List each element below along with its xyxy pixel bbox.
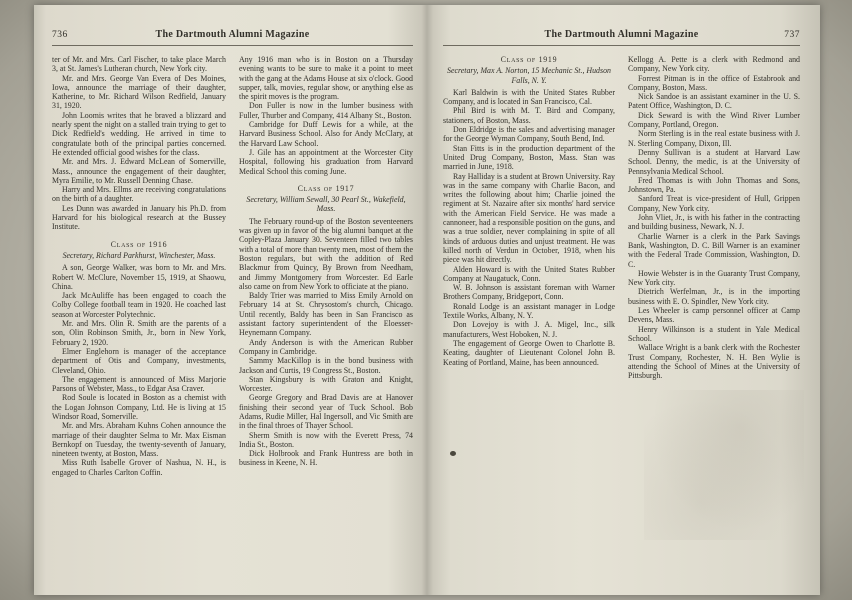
left-page-column-1 (52, 55, 226, 477)
paragraph: Mr. and Mrs. J. Edward McLean of Somerville, Mass., announce the engagement of their daughter, Myra Emilie, to Mr. Russell Denning Chase. (52, 157, 226, 185)
paragraph: Don Eldridge is the sales and advertising manager for the George Wyman Company, South Bend, Ind. (443, 125, 615, 144)
paragraph: Sammy MacKillop is in the bond business with Jackson and Curtis, 19 Congress St., Boston. (239, 356, 413, 375)
secretary-line: Secretary, Richard Parkhurst, Winchester, Mass. (62, 250, 216, 260)
paragraph: Stan Kingsbury is with Graton and Knight, Worcester. (239, 374, 413, 394)
paragraph: Andy Anderson is with the American Rubber Company in Cambridge. (239, 337, 413, 356)
paragraph: The engagement of George Owen to Charlotte B. Keating, daughter of Lieutenant Colonel John B. Keating of Portland, Maine, has been announced. (443, 338, 615, 367)
paragraph: Fred Thomas is with John Thomas and Sons, Johnstown, Pa. (628, 175, 800, 195)
ink-smudge (450, 451, 456, 456)
paragraph: Ray Halliday is a student at Brown University. Ray was in the same company with Charlie Bacon, and writes the following about him; Charlie joined the regiment at St. Nazaire after six months' hard service with the American Field Service. He was made a cannoneer, had a responsible position on the guns, and was a true soldier, never complaining in spite of all kinds of arduous duties and unjust treatment. He was killed north of Verdun in October, 1918, when his piece was hit directly. (443, 171, 615, 265)
paragraph: Mr. and Mrs. George Van Evera of Des Moines, Iowa, announce the marriage of their daughter, Katherine, to Mr. Richard Wilson Redfield, January 31, 1920. (52, 73, 226, 111)
right-page-columns (443, 55, 800, 380)
paragraph: Mr. and Mrs. Abraham Kuhns Cohen announce the marriage of their daughter Selma to Mr. Max Eisman Bernkopf on Tuesday, the twenty-seventh of January, nineteen twenty, at Boston, Mass. (52, 421, 226, 459)
paragraph: Sherm Smith is now with the Everett Press, 74 India St., Boston. (239, 430, 413, 449)
paragraph: Don Fuller is now in the lumber business with Fuller, Thurber and Company, 414 Albany St., Boston. (239, 101, 413, 120)
paragraph: Denny Sullivan is a student at Harvard Law School. Denny, the medic, is at the University of Pennsylvania Medical School. (628, 147, 800, 176)
class-heading: Class of 1916 (110, 239, 168, 249)
paragraph: Les Dunn was awarded in January his Ph.D. from Harvard for his biological research at the Bussey Institute. (52, 203, 226, 232)
paragraph: John Loomis writes that he braved a blizzard and nearly spent the night on a stalled train trying to get to Dick Redfield's wedding. He arrived in time to congratulate both of the principal parties concerned. He extended official good wishes for the class. (52, 110, 226, 157)
secretary-line: Secretary, William Sewall, 30 Pearl St., Wakefield, Mass. (246, 195, 406, 214)
paragraph: Kellogg A. Pette is a clerk with Redmond and Company, New York city. (628, 55, 800, 74)
paragraph: Dietrich Werfelman, Jr., is in the importing business with E. O. Spindler, New York city. (628, 287, 800, 306)
paragraph: J. Gile has an appointment at the Worcester City Hospital, following his graduation from Harvard Medical School this coming June. (239, 147, 413, 176)
paragraph: Howie Webster is in the Guaranty Trust Company, New York city. (628, 268, 800, 288)
page-number-right: 737 (784, 30, 800, 40)
paragraph: Henry Wilkinson is a student in Yale Medical School. (628, 324, 800, 343)
paragraph: Wallace Wright is a bank clerk with the Rochester Trust Company, Rochester, N. H. Ben Wylie is attending the School of Mines at the University of Pittsburgh. (628, 343, 800, 381)
paragraph: Phil Bird is with M. T. Bird and Company, stationers, of Boston, Mass. (443, 106, 615, 125)
class-heading: Class of 1917 (297, 183, 355, 193)
paragraph: Mr. and Mrs. Olin R. Smith are the parents of a son, Olin Robinson Smith, Jr., born in New York, February 2, 1920. (52, 319, 226, 347)
paragraph: The engagement is announced of Miss Marjorie Parsons of Webster, Mass., to Edgar Asa Craver. (52, 374, 226, 394)
paragraph: Dick Holbrook and Frank Huntress are both in business in Keene, N. H. (239, 449, 413, 468)
paragraph: Miss Ruth Isabelle Grover of Nashua, N. H., is engaged to Charles Carlton Coffin. (52, 458, 226, 477)
paragraph: Nick Sandoe is an assistant examiner in the U. S. Patent Office, Washington, D. C. (628, 92, 800, 111)
class-heading: Class of 1919 (500, 55, 558, 64)
paragraph: The February round-up of the Boston seventeeners was given up in favor of the big alumni banquet at the Copley-Plaza January 30. Seventeen filled two tables with a total of more than twenty men, most of them the Boston regulars, but with the addition of Red Blackmur from Quincy, By Brown from Needham, and Jimmy Montgomery from Worcester. Ed Earle also came on from New York to officiate at the piano. (239, 216, 413, 291)
paragraph: A son, George Walker, was born to Mr. and Mrs. Robert W. McClure, November 15, 1919, at Shaowu, China. (52, 263, 226, 291)
paragraph: ter of Mr. and Mrs. Carl Fischer, to take place March 3, at St. James's Lutheran church, New York city. (52, 55, 226, 74)
page-header-left (52, 29, 413, 40)
header-rule-right (443, 45, 800, 46)
magazine-title-left: The Dartmouth Alumni Magazine (155, 29, 310, 40)
paragraph: Norm Sterling is in the real estate business with J. N. Sterling Company, Dixon, Ill. (628, 129, 800, 148)
magazine-spread (34, 5, 820, 595)
paragraph: Rod Soule is located in Boston as a chemist with the Logan Johnson Company, Ltd. He is living at 15 Windsor Road, Somerville. (52, 393, 226, 421)
paragraph: Stan Fitts is in the production department of the United Drug Company, Boston, Mass. Stan was married in June, 1918. (443, 143, 615, 172)
paragraph: Charlie Warner is a clerk in the Park Savings Bank, Washington, D. C. Bill Warner is an examiner with the Federal Trade Commission, Washington, D. C. (628, 231, 800, 269)
secretary-line: Secretary, Max A. Norton, 15 Mechanic St., Hudson Falls, N. Y. (447, 66, 611, 85)
paragraph: Karl Baldwin is with the United States Rubber Company, and is located in San Francisco, Cal. (443, 87, 615, 107)
paragraph: Baldy Trier was married to Miss Emily Arnold on February 14 at St. Chrysostom's church, Chicago. Until recently, Baldy has been in San Francisco as assistant factory superintendent of the Eloesser-Heynemann Company. (239, 291, 413, 338)
paragraph: Les Wheeler is camp personnel officer at Camp Devens, Mass. (628, 306, 800, 325)
right-page-column-2 (628, 55, 800, 380)
paragraph: Cambridge for Duff Lewis for a while, at the Harvard Business School. Also for Andy McClary, at the Harvard Law School. (239, 120, 413, 148)
paragraph: Sanford Treat is vice-president of Hull, Grippen Company, New York city. (628, 194, 800, 213)
paragraph: Harry and Mrs. Ellms are receiving congratulations on the birth of a daughter. (52, 185, 226, 204)
paragraph: Elmer Englehorn is manager of the acceptance department of Otis and Company, investments, Cleveland, Ohio. (52, 346, 226, 375)
paragraph: Jack McAuliffe has been engaged to coach the Colby College football team in 1920. He coached last season at Worcester Polytechnic. (52, 291, 226, 319)
paragraph: Ronald Lodge is an assistant manager in Lodge Textile Works, Albany, N. Y. (443, 301, 615, 321)
page-right (427, 5, 820, 595)
paragraph: Dick Seward is with the Wind River Lumber Company, Portland, Oregon. (628, 110, 800, 130)
page-number-left: 736 (52, 30, 68, 40)
left-page-column-2 (239, 55, 413, 477)
page-header-right (443, 29, 800, 40)
magazine-title-right: The Dartmouth Alumni Magazine (544, 29, 699, 40)
paragraph: John Vliet, Jr., is with his father in the contracting and building business, Newark, N. J. (628, 213, 800, 232)
paragraph: Alden Howard is with the United States Rubber Company at Naugatuck, Conn. (443, 264, 615, 283)
page-left (34, 5, 427, 595)
paragraph: Don Lovejoy is with J. A. Migel, Inc., silk manufacturers, West Hoboken, N. J. (443, 320, 615, 339)
paragraph: Any 1916 man who is in Boston on a Thursday evening wants to be sure to make it a point to meet with the gang at the Adams House at six o'clock. Good supper, talk, movies, regular show, or anything else as the spirit moves is the program. (239, 55, 413, 102)
paragraph: Forrest Pitman is in the office of Estabrook and Company, Boston, Mass. (628, 73, 800, 92)
left-page-columns (52, 55, 413, 477)
header-rule-left (52, 45, 413, 46)
paragraph: W. B. Johnson is assistant foreman with Warner Brothers Company, Bridgeport, Conn. (443, 283, 615, 302)
right-page-column-1 (443, 55, 615, 380)
paragraph: George Gregory and Brad Davis are at Hanover finishing their second year of Tuck School. Bob Adams, Rudie Miller, Hal Ingersoll, and Vic Smith are in the final throes of Thayer School. (239, 393, 413, 431)
